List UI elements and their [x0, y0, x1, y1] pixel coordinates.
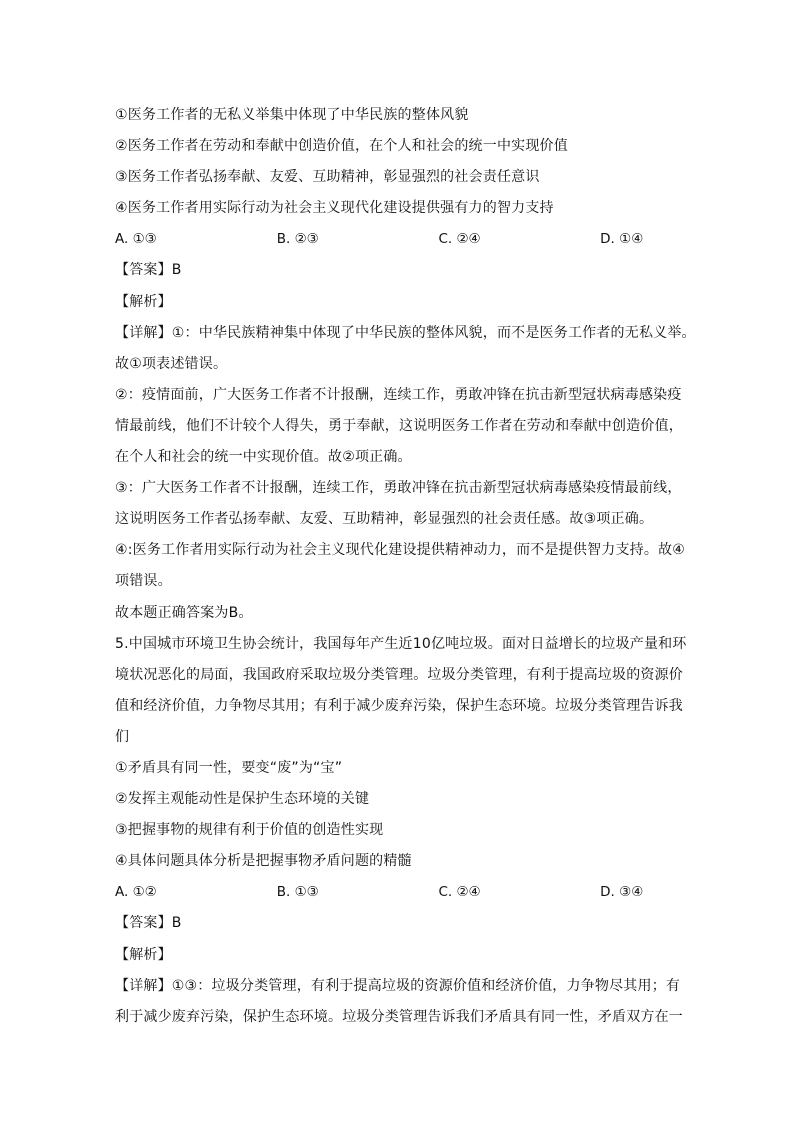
q4-analysis-line-9: 项错误。 — [115, 573, 172, 590]
q4-analysis-line-1: 【详解】①：中华民族精神集中体现了中华民族的整体风貌，而不是医务工作者的无私义举。 — [115, 324, 696, 341]
q4-statement-3: ③医务工作者弘扬奉献、友爱、互助精神，彰显强烈的社会责任意识 — [115, 169, 540, 186]
q4-option-c: C. ②④ — [438, 231, 481, 248]
q4-answer: 【答案】B — [115, 262, 182, 279]
q5-stem-line-1: 5.中国城市环境卫生协会统计，我国每年产生近10亿吨垃圾。面对日益增长的垃圾产量和环 — [115, 635, 687, 652]
q4-analysis-line-6: ③：广大医务工作者不计报酬，连续工作，勇敢冲锋在抗击新型冠状病毒感染疫情最前线， — [115, 480, 682, 497]
q4-option-d: D. ①④ — [600, 231, 644, 248]
q4-analysis-line-5: 在个人和社会的统一中实现价值。故②项正确。 — [115, 449, 412, 466]
q5-option-b: B. ①③ — [276, 884, 319, 901]
q5-option-d: D. ③④ — [600, 884, 644, 901]
q5-option-c: C. ②④ — [438, 884, 481, 901]
q4-option-b: B. ②③ — [276, 231, 319, 248]
q5-statement-3: ③把握事物的规律有利于价值的创造性实现 — [115, 822, 384, 839]
q4-analysis-label: 【解析】 — [115, 293, 172, 310]
q4-statement-4: ④医务工作者用实际行动为社会主义现代化建设提供强有力的智力支持 — [115, 200, 554, 217]
q4-statement-1: ①医务工作者的无私义举集中体现了中华民族的整体风貌 — [115, 107, 469, 123]
q4-analysis-line-7: 这说明医务工作者弘扬奉献、友爱、互助精神，彰显强烈的社会责任感。故③项正确。 — [115, 511, 654, 528]
q5-stem-line-2: 境状况恶化的局面，我国政府采取垃圾分类管理。垃圾分类管理，有利于提高垃圾的资源价 — [115, 666, 683, 683]
q4-analysis-line-3: ②：疫情面前，广大医务工作者不计报酬，连续工作，勇敢冲锋在抗击新型冠状病毒感染疫 — [115, 386, 682, 403]
q5-analysis-line-1: 【详解】①③：垃圾分类管理，有利于提高垃圾的资源价值和经济价值，力争物尽其用；有 — [115, 977, 681, 994]
q5-statement-1: ①矛盾具有同一性，要变“废”为“宝” — [115, 759, 343, 776]
q4-options — [115, 224, 690, 255]
q4-option-a: A. ①③ — [115, 231, 157, 248]
q5-option-a: A. ①② — [115, 884, 157, 901]
q5-statement-4: ④具体问题具体分析是把握事物矛盾问题的精髓 — [115, 853, 412, 870]
q5-analysis-line-2: 利于减少废弃污染，保护生态环境。垃圾分类管理告诉我们矛盾具有同一性，矛盾双方在一 — [115, 1008, 683, 1025]
q4-statement-2: ②医务工作者在劳动和奉献中创造价值，在个人和社会的统一中实现价值 — [115, 138, 568, 155]
q5-stem-line-3: 值和经济价值，力争物尽其用；有利于减少废弃污染，保护生态环境。垃圾分类管理告诉我 — [115, 697, 683, 714]
q4-analysis-line-4: 情最前线，他们不计较个人得失，勇于奉献，这说明医务工作者在劳动和奉献中创造价值， — [115, 417, 683, 434]
q5-stem-line-4: 们 — [115, 728, 130, 745]
q4-analysis-line-8: ④:医务工作者用实际行动为社会主义现代化建设提供精神动力，而不是提供智力支持。故④ — [115, 542, 686, 559]
document-content — [115, 100, 696, 1033]
q4-analysis-line-10: 故本题正确答案为B。 — [115, 604, 253, 621]
q5-answer: 【答案】B — [115, 915, 182, 932]
q5-options — [115, 877, 690, 908]
q4-analysis-line-2: 故①项表述错误。 — [115, 355, 228, 372]
q5-statement-2: ②发挥主观能动性是保护生态环境的关键 — [115, 791, 370, 808]
q5-analysis-label: 【解析】 — [115, 946, 172, 963]
